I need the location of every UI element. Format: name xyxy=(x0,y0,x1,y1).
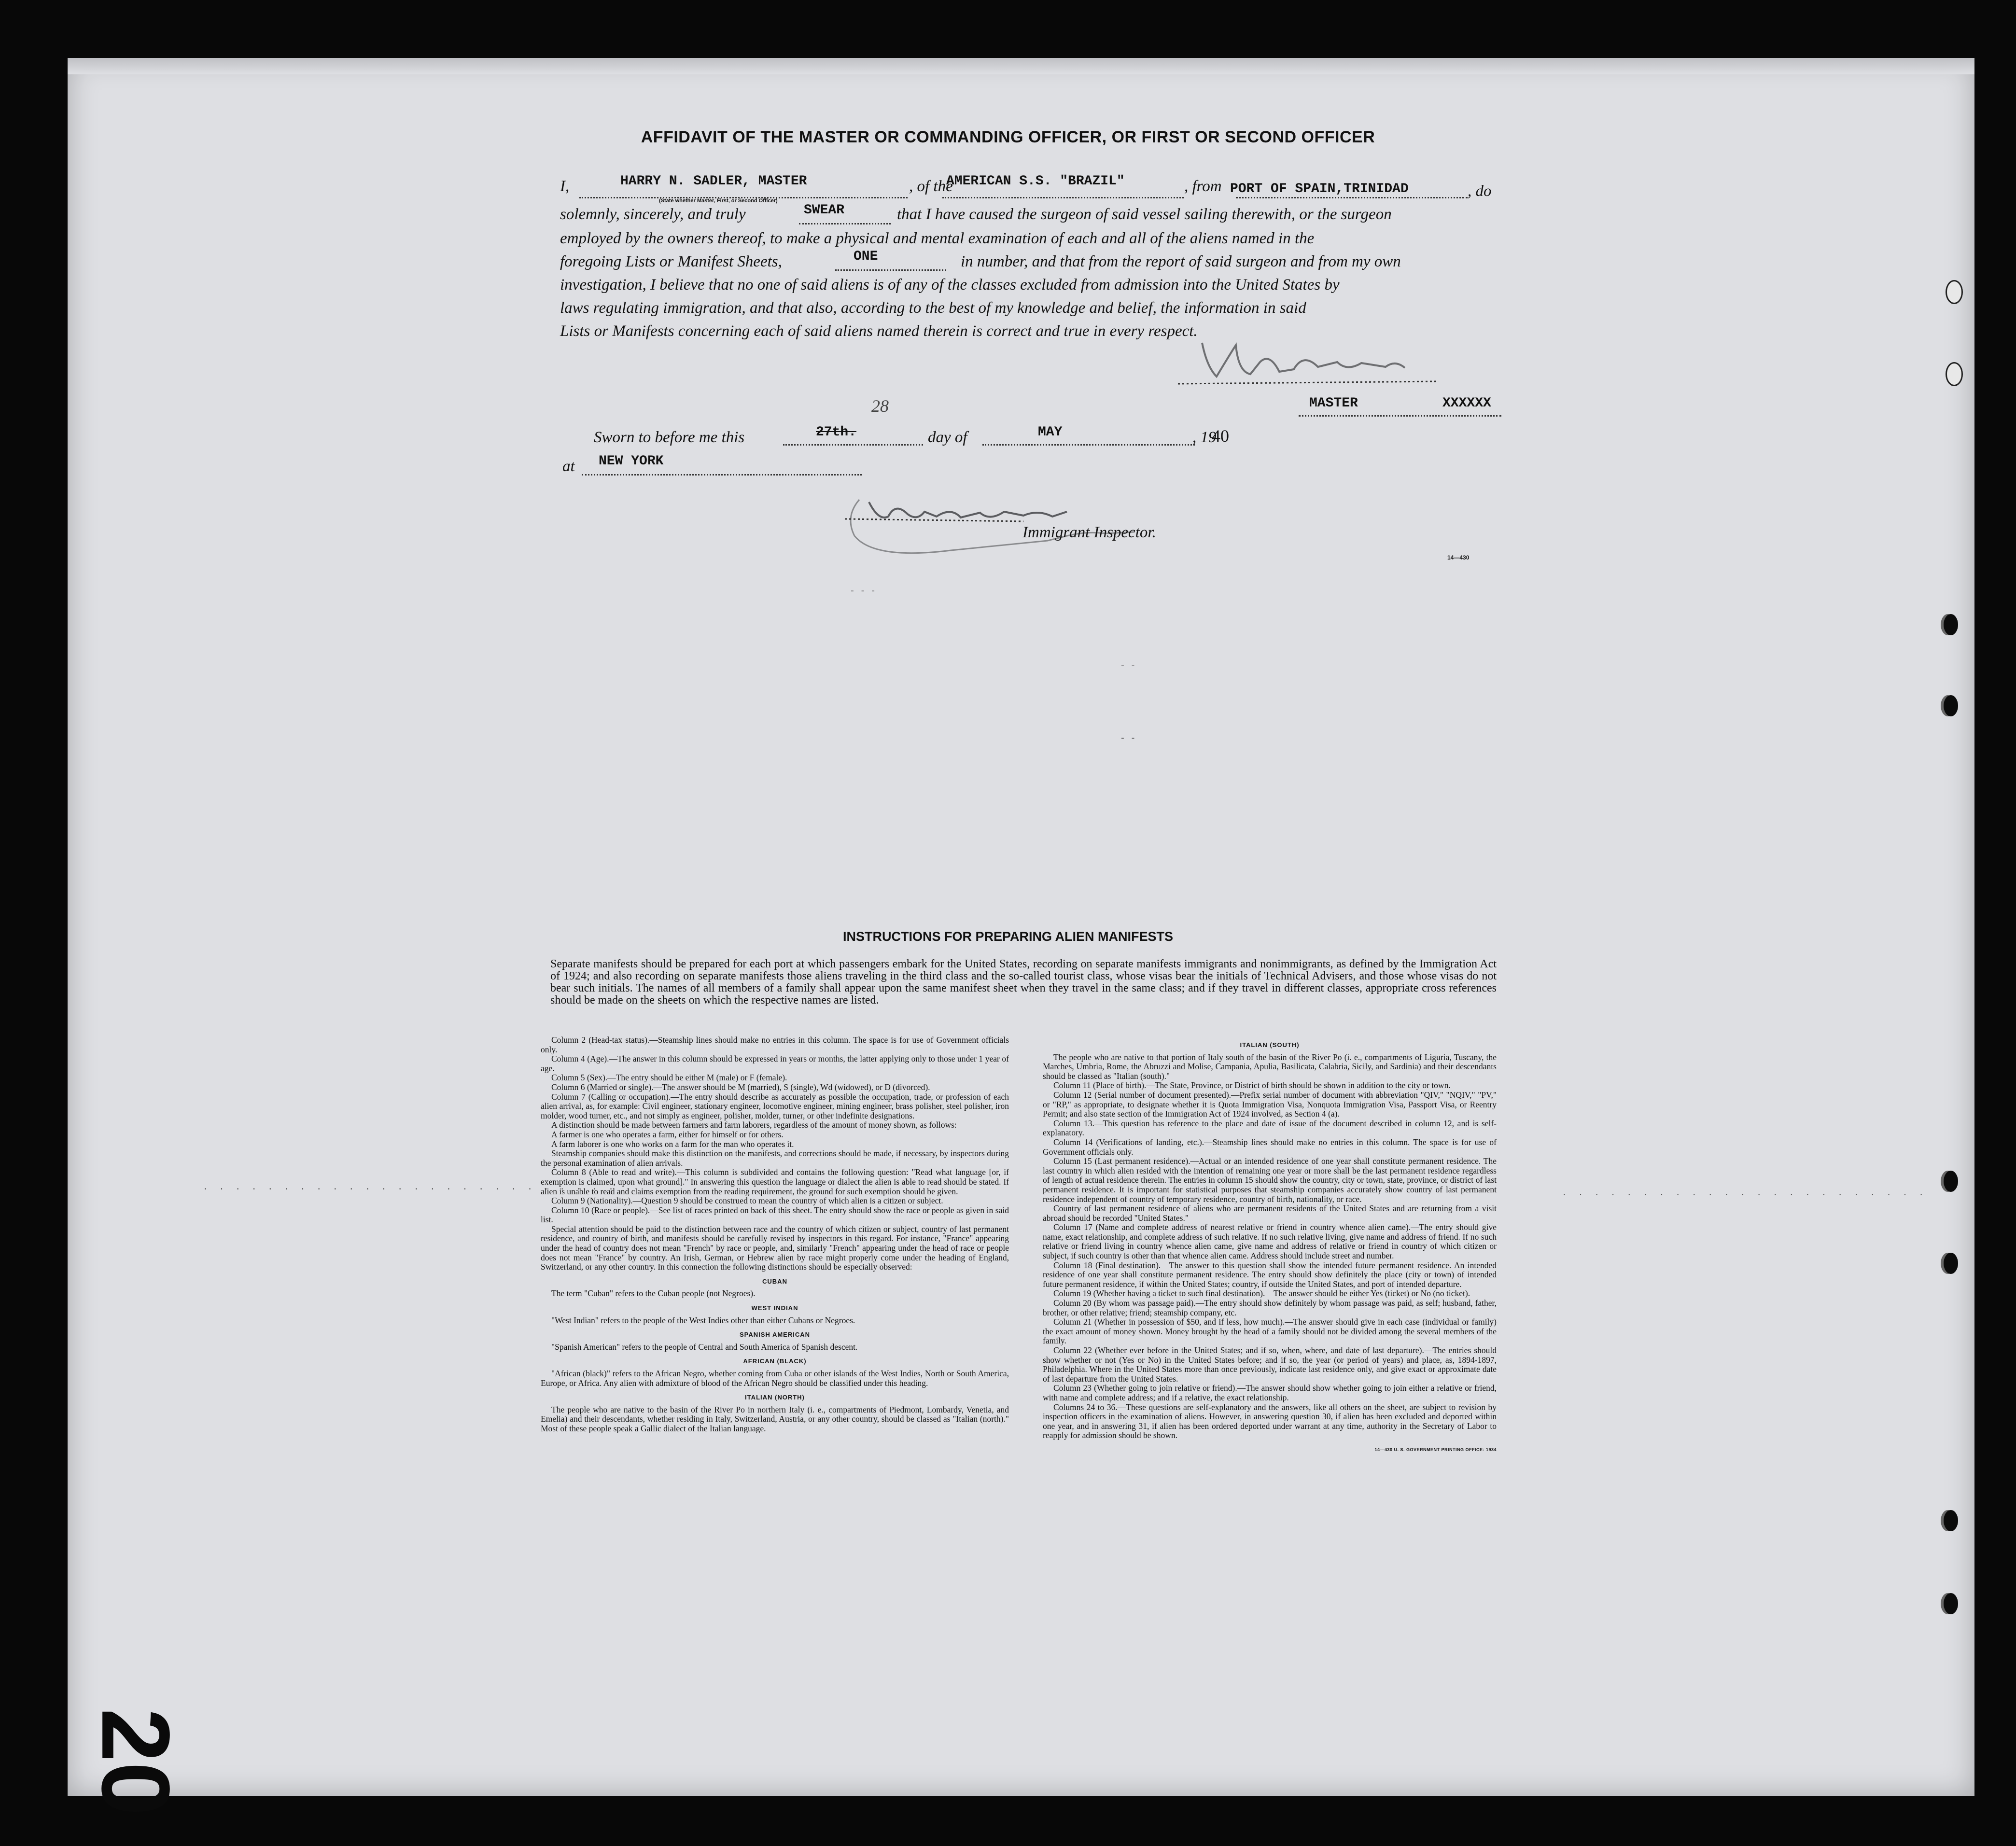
instructions-right-column xyxy=(1043,1035,1497,1458)
instructions-intro: Separate manifests should be prepared for each port at which passengers embark for the United States, recording on separate manifests immigrants and nonimmigrants, as defined by the Immigration Act of 1924; and also recording on separate manifests those aliens traveling in the third class and the so-called tourist class, whose visas bear the initials of Technical Advisers, and those whose visas do not bear such initials. The names of all members of a family shall appear upon the same manifest sheet when they travel in the same class; and if they travel in different classes, appropriate cross references should be made on the sheets on which the respective names are listed. xyxy=(550,958,1497,1007)
steamship-distinction: Steamship companies should make this distinction on the manifests, and corrections should be made, if necessary, by inspectors during the personal examination of alien arrivals. xyxy=(541,1148,1009,1168)
faint-marks: - - xyxy=(1120,734,1136,743)
port-name: PORT OF SPAIN,TRINIDAD xyxy=(1230,182,1409,196)
inspector-label: Immigrant Inspector. xyxy=(1022,524,1156,541)
binder-hole-punched xyxy=(1944,1510,1958,1531)
heading-african: AFRICAN (BLACK) xyxy=(743,1357,807,1365)
col-22-note: Column 22 (Whether ever before in the United States; and if so, when, where, and date of last departure).—The entries should show whether or not (Yes or No) in the United States before; and if so, the year (or period of years) and place, as, 1894-1897, Philadelphia. Where in the United States more than once previously, indicate last residence only, and give exact or approximate date of last departure from the United States. xyxy=(1043,1345,1497,1384)
faint-marks: . . . . . . . . . . . . . . . . . . . . . . . xyxy=(1562,1189,1927,1198)
place: NEW YORK xyxy=(599,454,664,469)
col-11-note: Column 11 (Place of birth).—The State, Province, or District of birth should be shown in addition to the city or town. xyxy=(1053,1080,1451,1091)
heading-cuban: CUBAN xyxy=(762,1277,787,1285)
italian-south-def: The people who are native to that portion of Italy south of the basin of the River Po (i. e., compartments of Liguria, Tuscany, the Marches, Umbria, Rome, the Abruzzi and Molise, Campania, Apulia, Basilicata, Calabria, Sicily, and Sardinia) and their descendants should be classed as "Italian (south)." xyxy=(1043,1052,1497,1081)
col-7-note: Column 7 (Calling or occupation).—The entry should describe as accurately as possible the occupation, trade, or profession of each alien arrival, as, for example: Civil engineer, stationary engineer, locomotive engineer, mining engineer, brass polisher, steel polisher, iron molder, wood turner, etc., and not simply as engineer, polisher, molder, turner, or other indefinite designations. xyxy=(541,1091,1009,1120)
oath-word: SWEAR xyxy=(804,203,845,218)
col-5-note: Column 5 (Sex).—The entry should be either M (male) or F (female). xyxy=(551,1073,787,1083)
vessel-blank xyxy=(942,197,1184,198)
month-blank xyxy=(982,444,1195,446)
line-4-start: foregoing Lists or Manifest Sheets, xyxy=(560,253,782,270)
col-20-note: Column 20 (By whom was passage paid).—The entry should show definitely by whom passage was paid, as self; husband, father, brother, or other relative; friend; steamship company, etc. xyxy=(1043,1298,1497,1317)
faint-marks: - - - xyxy=(850,587,876,596)
from-label: , from xyxy=(1184,178,1222,195)
place-blank xyxy=(582,474,862,475)
line-2-end: that I have caused the surgeon of said vessel sailing therewith, or the surgeon xyxy=(897,206,1392,223)
sheet-edge-shadow xyxy=(68,58,1974,74)
col-4-note: Column 4 (Age).—The answer in this column should be expressed in years or months, the latter applying only to those under 1 year of age. xyxy=(541,1054,1009,1073)
cols-24-36-note: Columns 24 to 36.—These questions are self-explanatory and the answers, like all others on the sheet, are subject to revision by inspection officers in the examination of aliens. However, in answering question 30, if alien has been excluded and deported within one year, and in answering 31, if alien has been ordered deported under warrant at any time, authority in the Secretary of Labor to reapply for admission should be shown. xyxy=(1043,1402,1497,1440)
affidavit-line-5: investigation, I believe that no one of said aliens is of any of the classes excluded from admission into the United States by xyxy=(560,276,1340,294)
faint-marks: - - xyxy=(1120,661,1136,671)
month: MAY xyxy=(1038,425,1063,440)
col-2-note: Column 2 (Head-tax status).—Steamship lines should make no entries in this column. The space is for use of Government officials only. xyxy=(541,1035,1009,1054)
col-18-note: Column 18 (Final destination).—The answer to this question shall show the intended future permanent residence. An intended residence of one year shall constitute permanent residence. The entry should show definitely the place (city or town) of intended future permanent residence, if within the United States; country, if outside the United States, and port of intended departure. xyxy=(1043,1260,1497,1289)
affidavit-line-6: laws regulating immigration, and that also, according to the best of my knowledge and belief, the information in said xyxy=(560,299,1306,317)
sheet-count: ONE xyxy=(854,249,878,264)
manifest-sheet xyxy=(68,58,1974,1796)
col-15-note: Column 15 (Last permanent residence).—Actual or an intended residence of one year shall constitute permanent residence. The last country in which alien resided with the intention of remaining one year or more shall be the last permanent residence regardless of length of actual residence therein. The entries in column 15 should show the country, city or town, state, province, or district of last permanent residence. It is important for statistical purposes that steamship companies accurately show country of last permanent residence independent of country of temporary residence, country of birth, nationality, or race. xyxy=(1043,1156,1497,1204)
vessel-name: AMERICAN S.S. "BRAZIL" xyxy=(946,174,1125,189)
master-name: HARRY N. SADLER, MASTER xyxy=(620,174,807,189)
sheets-blank xyxy=(835,269,946,271)
col-8-note: Column 8 (Able to read and write).—This column is subdivided and contains the following question: "Read what language [or, if exemption is claimed, upon what ground]." In answering this question the language or dialect the alien is able to read should be stated. If alien is unable to read and claims exemption from the reading requirement, the ground for such exemption should be given. xyxy=(541,1167,1009,1196)
instructions-left-column xyxy=(541,1035,1009,1434)
farm-laborer-def: A farm laborer is one who works on a farm for the man who operates it. xyxy=(551,1139,794,1149)
instructions-title: INSTRUCTIONS FOR PREPARING ALIEN MANIFESTS xyxy=(842,929,1174,944)
affidavit-line-2 xyxy=(560,206,746,224)
year: 40 xyxy=(1212,426,1229,446)
line-4-end: in number, and that from the report of said surgeon and from my own xyxy=(961,253,1401,270)
west-indian-def: "West Indian" refers to the people of the West Indies other than either Cubans or Negroes. xyxy=(551,1315,855,1325)
binder-hole-punched xyxy=(1944,1171,1958,1192)
binder-hole-punched xyxy=(1944,614,1958,635)
sheet-number-stamp xyxy=(82,1690,190,1834)
binder-hole-punched xyxy=(1944,695,1958,716)
col-6-note: Column 6 (Married or single).—The answer should be M (married), S (single), Wd (widowed), or D (divorced). xyxy=(551,1082,930,1092)
farmer-distinction: A distinction should be made between farmers and farm laborers, regardless of the amount of money shown, as follows: xyxy=(551,1120,957,1130)
col-21-note: Column 21 (Whether in possession of $50, and if less, how much).—The answer should give in each case (individual or family) the exact amount of money shown. Money brought by the head of a family should not be divided among the several members of the family. xyxy=(1043,1317,1497,1346)
heading-west-indian: WEST INDIAN xyxy=(751,1304,798,1312)
col-13-note: Column 13.—This question has reference to the place and date of issue of the document described in column 12, and is self-explanatory. xyxy=(1043,1118,1497,1138)
faint-marks: . . . . . . . . . . . . . . . . . . . . . . . . . . xyxy=(203,1183,616,1192)
sheet-number: 20 xyxy=(82,1708,190,1816)
heading-italian-north: ITALIAN (NORTH) xyxy=(745,1394,805,1401)
affidavit-line-7: Lists or Manifests concerning each of said aliens named therein is correct and true in every respect. xyxy=(560,322,1198,340)
binder-hole-punched xyxy=(1944,1253,1958,1274)
rank-blank xyxy=(1299,415,1501,417)
affidavit-line-3: employed by the owners thereof, to make a physical and mental examination of each and all of the aliens named in the xyxy=(560,230,1315,247)
col-23-note: Column 23 (Whether going to join relative or friend).—The answer should show whether going to join either a relative or friend, with name and complete address; and if a relative, the exact relationship. xyxy=(1043,1383,1497,1402)
cuban-def: The term "Cuban" refers to the Cuban people (not Negroes). xyxy=(551,1288,756,1299)
signer-rank: MASTER xyxy=(1309,396,1358,411)
farmer-def: A farmer is one who operates a farm, either for himself or for others. xyxy=(551,1129,784,1139)
col-9-note: Column 9 (Nationality).—Question 9 should be construed to mean the country of which alien is a citizen or subject. xyxy=(551,1196,943,1206)
binder-hole-open xyxy=(1946,362,1963,386)
master-signature xyxy=(1134,333,1443,391)
binder-hole-open xyxy=(1946,280,1963,304)
at-label: at xyxy=(562,458,575,475)
col-10-note: Column 10 (Race or people).—See list of races printed on back of this sheet. The entry should show the race or people as given in said list. xyxy=(541,1205,1009,1225)
african-def: "African (black)" refers to the African Negro, whether coming from Cuba or other islands of the West Indies, North or South America, Europe, or Africa. Any alien with admixture of blood of the African Negro should be classified under this heading. xyxy=(541,1369,1009,1388)
day-of-label: day of xyxy=(928,429,967,446)
do-label: , do xyxy=(1468,182,1492,200)
us-residents-note: Country of last permanent residence of aliens who are permanent residents of the United States and are returning from a visit abroad should be recorded "United States." xyxy=(1043,1203,1497,1223)
of-the-label: , of the xyxy=(909,178,953,195)
spanish-american-def: "Spanish American" refers to the people of Central and South America of Spanish descent. xyxy=(551,1342,858,1352)
sworn-day: 27th. xyxy=(816,425,857,440)
col-17-note: Column 17 (Name and complete address of nearest relative or friend in country whence alien came).—The entry should give name, exact relationship, and complete address of such relative. If no such relative living, give name and address of friend. If no such relative or friend living in country whence alien came, give name and address of relative or friend in country of which citizen or subject, if such country is other than that whence alien came. Address should include street and number. xyxy=(1043,1222,1497,1261)
line-2-start: solemnly, sincerely, and truly xyxy=(560,206,746,223)
col-19-note: Column 19 (Whether having a ticket to such final destination).—The answer should be either Yes (ticket) or No (no ticket). xyxy=(1053,1288,1470,1299)
printing-footer: 14—430 U. S. GOVERNMENT PRINTING OFFICE: 1934 xyxy=(1374,1447,1497,1452)
sworn-day-correction: 28 xyxy=(871,396,889,416)
heading-spanish-american: SPANISH AMERICAN xyxy=(739,1331,810,1339)
officer-caption: (State whether Master, First, or Second Officer) xyxy=(659,198,778,204)
oath-blank xyxy=(799,223,891,224)
port-blank xyxy=(1236,197,1468,198)
year-prefix: , 19 xyxy=(1192,429,1217,446)
affidavit-i: I, xyxy=(560,178,570,195)
form-number: 14—430 xyxy=(1447,554,1470,561)
affidavit-line-1 xyxy=(560,178,569,196)
italian-north-def: The people who are native to the basin of the River Po in northern Italy (i. e., compartments of Piedmont, Lombardy, Venetia, and Emelia) and their descendants, whether residing in Italy, Switzerland, Austria, or any other country, should be classed as "Italian (north)." Most of these people speak a Gallic dialect of the Italian language. xyxy=(541,1404,1009,1433)
binder-hole-punched xyxy=(1944,1593,1958,1614)
sworn-label: Sworn to before me this xyxy=(594,429,745,446)
sworn-day-blank xyxy=(783,444,923,446)
race-distinction: Special attention should be paid to the distinction between race and the country of which citizen or subject, country of last permanent residence, and country of birth, and manifests should be carefully revised by inspectors in this regard. For instance, "France" appearing under the head of country does not mean "French" by race or people, and, similarly "French" appearing under the head of race or people does not mean "France" by country. An Irish, German, or Hebrew alien by race might properly come under the heading of England, Switzerland, or any other country. In this connection the following distinctions should be especially observed: xyxy=(541,1224,1009,1272)
col-12-note: Column 12 (Serial number of document presented).—Prefix serial number of document with abbreviation "QIV," "NQIV," "PV," or "RP," as appropriate, to designate whether it is Quota Immigration Visa, Nonquota Immigration Visa, Passport Visa, or Reentry Permit; and also state section of the Immigration Act of 1924 involved, as Section 4 (a). xyxy=(1043,1090,1497,1119)
heading-italian-south: ITALIAN (SOUTH) xyxy=(1240,1041,1300,1049)
affidavit-line-4 xyxy=(560,253,782,271)
affidavit-title: AFFIDAVIT OF THE MASTER OR COMMANDING OFFICER, OR FIRST OR SECOND OFFICER xyxy=(641,128,1375,146)
col-14-note: Column 14 (Verifications of landing, etc.).—Steamship lines should make no entries in this column. The space is for use of Government officials only. xyxy=(1043,1137,1497,1157)
struck-rank: XXXXXX xyxy=(1442,396,1491,411)
